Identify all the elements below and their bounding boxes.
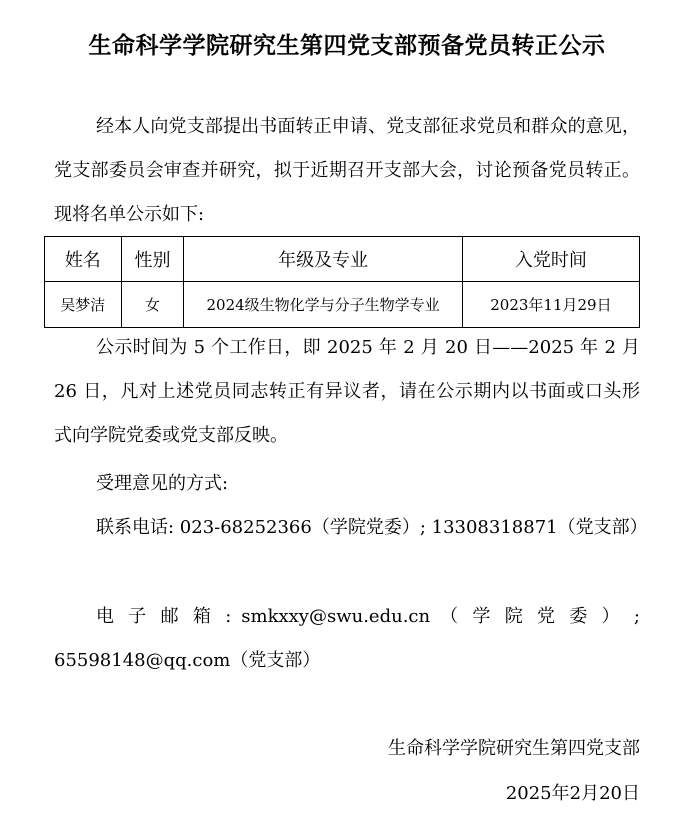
column-header-gender: 性别	[121, 237, 184, 282]
email-contact-line: 电 子 邮 箱 : smkxxy@swu.edu.cn （ 学 院 党 委 ） ;	[96, 606, 640, 627]
signature-organization: 生命科学学院研究生第四党支部	[388, 738, 640, 759]
notice-period-paragraph: 公示时间为 5 个工作日，即 2025 年 2 月 20 日——2025 年 2 月 26 日，凡对上述党员同志转正有异议者，请在公示期内以书面或口头形式向学院党委或党支部反映。	[54, 337, 640, 446]
cell-gender: 女	[121, 282, 184, 328]
feedback-heading: 受理意见的方式:	[96, 473, 229, 494]
page-title: 生命科学学院研究生第四党支部预备党员转正公示	[88, 33, 606, 59]
column-header-join-date: 入党时间	[462, 237, 639, 282]
column-header-name: 姓名	[45, 237, 122, 282]
column-header-grade-major: 年级及专业	[184, 237, 463, 282]
table-header-row	[45, 237, 640, 282]
cell-name: 吴梦洁	[45, 282, 122, 328]
cell-join-date: 2023年11月29日	[462, 282, 639, 328]
signature-date: 2025年2月20日	[505, 783, 640, 804]
table-row	[45, 282, 640, 328]
phone-contact-line: 联系电话: 023-68252366（学院党委）; 13308318871（党支部）	[96, 517, 648, 538]
email-contact-block	[54, 595, 640, 683]
roster-table	[44, 236, 640, 328]
email-contact-line-2: 65598148@qq.com（党支部）	[54, 650, 321, 671]
intro-paragraph: 经本人向党支部提出书面转正申请、党支部征求党员和群众的意见，党支部委员会审查并研究，拟于近期召开支部大会，讨论预备党员转正。现将名单公示如下:	[54, 116, 640, 225]
cell-grade-major: 2024级生物化学与分子生物学专业	[184, 282, 463, 328]
